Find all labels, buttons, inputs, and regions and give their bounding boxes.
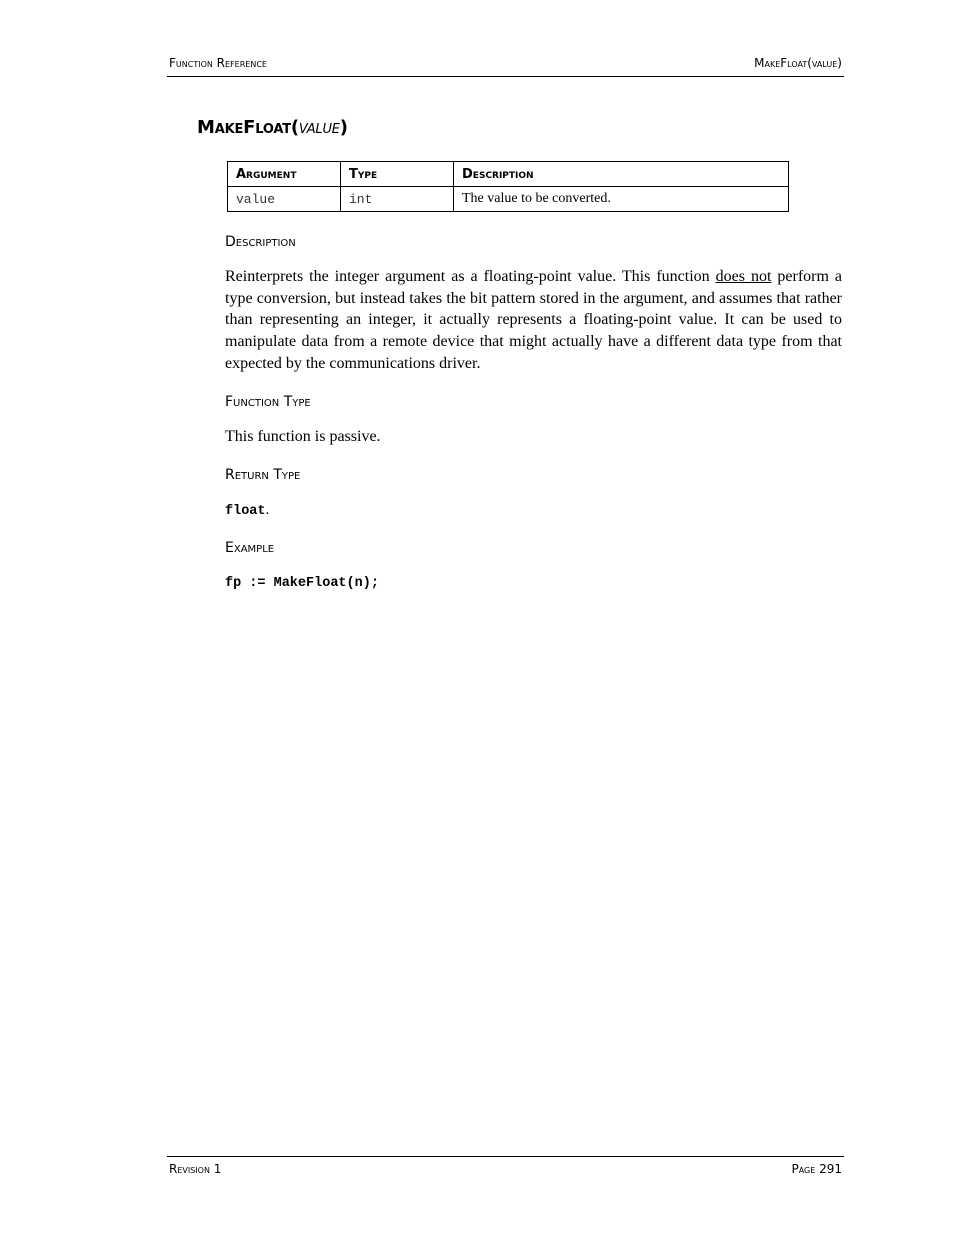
return-type-heading: Return Type — [225, 467, 301, 483]
header-function-name: MakeFloat(value) — [754, 56, 842, 70]
function-type-heading: Function Type — [225, 394, 311, 410]
header-section-title: Function Reference — [169, 56, 267, 70]
function-type-text: This function is passive. — [225, 428, 381, 445]
return-type-suffix: . — [265, 502, 270, 518]
return-type-code: float — [225, 504, 266, 519]
cell-description: The value to be converted. — [454, 187, 789, 212]
footer-revision: Revision 1 — [169, 1162, 222, 1176]
cell-argument: value — [228, 187, 341, 212]
table-header-row — [228, 162, 789, 187]
description-paragraph — [225, 266, 842, 375]
column-header-argument: Argument — [228, 162, 341, 187]
function-close-paren: ) — [339, 117, 348, 138]
cell-type: int — [341, 187, 454, 212]
description-heading: Description — [225, 234, 296, 250]
column-header-description: Description — [454, 162, 789, 187]
table-row — [228, 187, 789, 212]
function-arg: value — [298, 117, 340, 138]
page-header — [167, 52, 844, 77]
page-title — [197, 117, 348, 138]
description-text-before: Reinterprets the integer argument as a floating-point value. This function — [225, 268, 716, 285]
example-heading: Example — [225, 540, 275, 556]
description-emphasis: does not — [715, 268, 772, 285]
description-text-after: perform a type conversion, but instead takes the bit pattern stored in the argument, and assumes that rather than representing an integer, it actually represents a floating-point value. It can be used to manipulate data from a remote device that might actually have a different data type from that expected by the communications driver. — [225, 268, 842, 372]
page-footer — [167, 1156, 844, 1181]
column-header-type: Type — [341, 162, 454, 187]
footer-page-number: Page 291 — [791, 1162, 842, 1176]
function-name: MakeFloat( — [197, 117, 299, 138]
return-type-value — [225, 502, 269, 519]
argument-table — [227, 161, 789, 212]
example-code: fp := MakeFloat(n); — [225, 576, 379, 591]
